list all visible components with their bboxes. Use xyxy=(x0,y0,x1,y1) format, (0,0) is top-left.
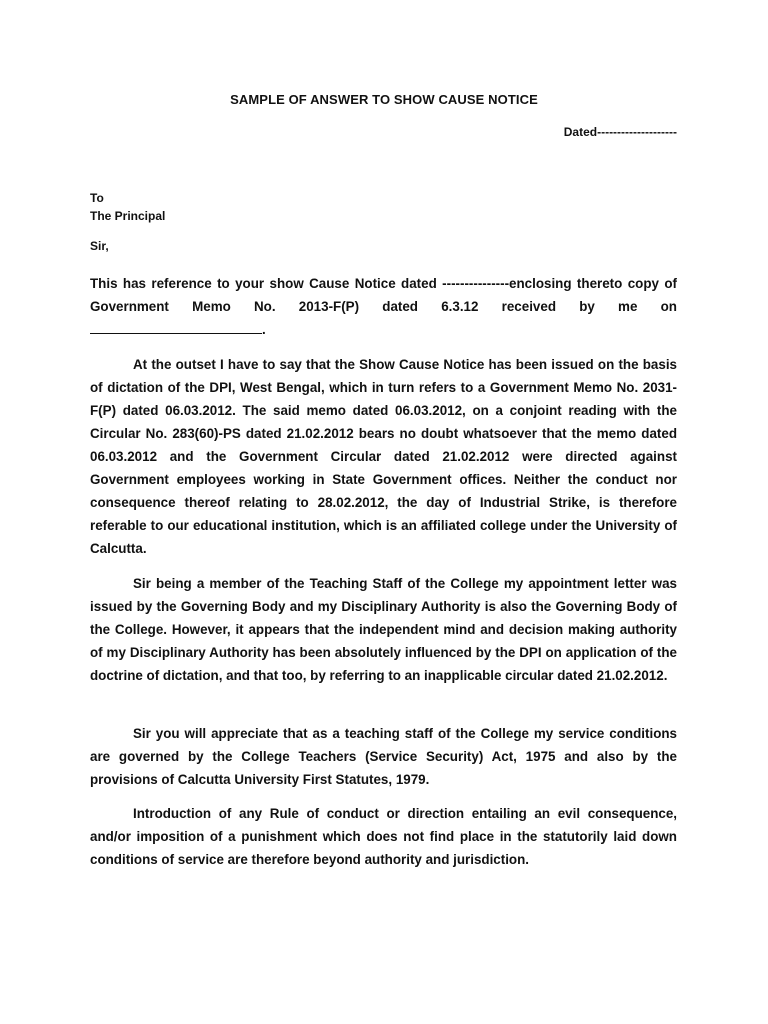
body-paragraph: Introduction of any Rule of conduct or direction entailing an evil consequence, and/or imposition of a punishment which does not find place in the statutorily laid down conditions of service are therefore beyond authority and jurisdiction. xyxy=(90,806,677,867)
document-title: SAMPLE OF ANSWER TO SHOW CAUSE NOTICE xyxy=(230,92,538,107)
body-paragraph: At the outset I have to say that the Show Cause Notice has been issued on the basis of dictation of the DPI, West Bengal, which in turn refers to a Government Memo No. 2031-F(P) dated 06.03.2012. The said memo dated 06.03.2012, on a conjoint reading with the Circular No. 283(60)-PS dated 21.02.2012 bears no doubt whatsoever that the memo dated 06.03.2012 and the Government Circular dated 21.02.2012 were directed against Government employees working in State Government offices. Neither the conduct nor consequence thereof relating to 28.02.2012, the day of Industrial Strike, is therefore referable to our educational institution, which is an affiliated college under the University of Calcutta. xyxy=(90,357,677,556)
blank-fill-line xyxy=(90,321,262,334)
dated-line: Dated-------------------- xyxy=(563,125,677,139)
recipient-name: The Principal xyxy=(90,209,166,223)
reference-text: This has reference to your show Cause Notice dated ---------------enclosing thereto copy of Government Memo No. 2013-F(P) dated 6.3.12 received by me on xyxy=(90,276,677,314)
addressee-block xyxy=(90,189,165,225)
salutation: Sir, xyxy=(90,239,109,253)
reference-paragraph xyxy=(90,272,677,341)
reference-end: . xyxy=(262,322,266,337)
body-paragraph: Sir you will appreciate that as a teaching staff of the College my service conditions are governed by the College Teachers (Service Security) Act, 1975 and also by the provisions of Calcutta University First Statutes, 1979. xyxy=(90,726,677,787)
body-paragraph: Sir being a member of the Teaching Staff of the College my appointment letter was issued by the Governing Body and my Disciplinary Authority is also the Governing Body of the College. However, it appears that the independent mind and decision making authority of my Disciplinary Authority has been absolutely influenced by the DPI on application of the doctrine of dictation, and that too, by referring to an inapplicable circular dated 21.02.2012. xyxy=(90,576,677,683)
to-label: To xyxy=(90,191,104,205)
